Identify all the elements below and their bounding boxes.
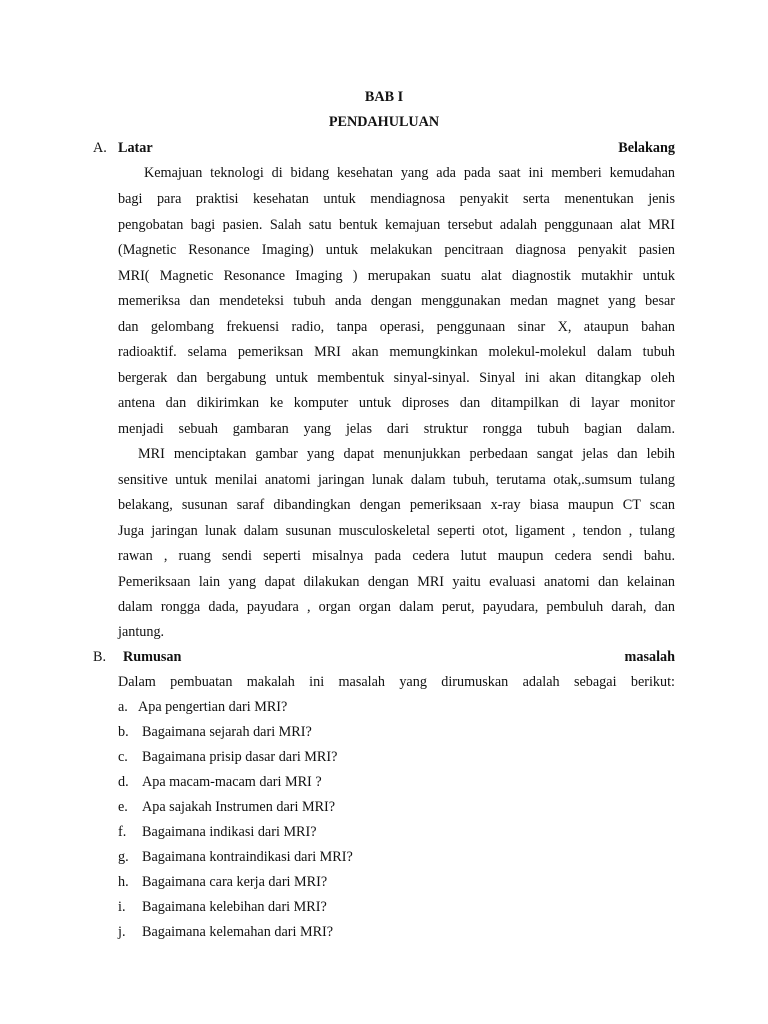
- paragraph-line: menjadi sebuah gambaran yang jelas dari struktur rongga tubuh bagian dalam.: [118, 421, 675, 437]
- list-item-marker: d.: [118, 774, 129, 790]
- list-item: Bagaimana kelebihan dari MRI?: [142, 899, 327, 915]
- section-a-heading: [118, 139, 675, 157]
- list-item: Bagaimana cara kerja dari MRI?: [142, 874, 328, 890]
- list-item-marker: i.: [118, 899, 126, 915]
- chapter-title: BAB I: [364, 89, 404, 105]
- paragraph-line: antena dan dikirimkan ke komputer untuk diproses dan ditampilkan di layar monitor: [118, 395, 675, 411]
- paragraph-line: Kemajuan teknologi di bidang kesehatan yang ada pada saat ini memberi kemudahan: [144, 165, 675, 181]
- list-item-marker: f.: [118, 824, 127, 840]
- paragraph-line: bergerak dan bergabung untuk membentuk sinyal-sinyal. Sinyal ini akan ditangkap oleh: [118, 370, 675, 386]
- section-a-heading-right: Belakang: [618, 140, 675, 156]
- list-item-marker: b.: [118, 724, 129, 740]
- paragraph-line: pengobatan bagi pasien. Salah satu bentuk kemajuan tersebut adalah penggunaan alat MRI: [118, 217, 675, 233]
- list-item: Bagaimana sejarah dari MRI?: [142, 724, 312, 740]
- section-b-heading: [123, 648, 675, 666]
- paragraph-line: dan gelombang frekuensi radio, tanpa operasi, penggunaan sinar X, ataupun bahan: [118, 319, 675, 335]
- list-item-marker: a.: [118, 699, 128, 715]
- list-item-marker: g.: [118, 849, 129, 865]
- paragraph-line: MRI menciptakan gambar yang dapat menunjukkan perbedaan sangat jelas dan lebih: [138, 446, 675, 462]
- list-item-marker: e.: [118, 799, 128, 815]
- paragraph-line: radioaktif. selama pemeriksan MRI akan memungkinkan molekul-molekul dalam tubuh: [118, 344, 675, 360]
- paragraph-line: bagi para praktisi kesehatan untuk mendiagnosa penyakit serta menentukan jenis: [118, 191, 675, 207]
- list-item: Apa pengertian dari MRI?: [138, 699, 288, 715]
- paragraph-line: belakang, susunan saraf dibandingkan dengan pemeriksaan x-ray biasa maupun CT scan: [118, 497, 675, 513]
- paragraph-line: (Magnetic Resonance Imaging) untuk melakukan pencitraan diagnosa penyakit pasien: [118, 242, 675, 258]
- section-b-marker: B.: [93, 649, 107, 665]
- paragraph-line: Pemeriksaan lain yang dapat dilakukan dengan MRI yaitu evaluasi anatomi dan kelainan: [118, 574, 675, 590]
- section-b-heading-right: masalah: [624, 649, 675, 665]
- list-item-marker: h.: [118, 874, 129, 890]
- paragraph-line: MRI( Magnetic Resonance Imaging ) merupakan suatu alat diagnostik mutakhir untuk: [118, 268, 675, 284]
- list-item: Bagaimana indikasi dari MRI?: [142, 824, 317, 840]
- list-item: Bagaimana kelemahan dari MRI?: [142, 924, 334, 940]
- chapter-subtitle: PENDAHULUAN: [328, 114, 440, 130]
- paragraph-line: rawan , ruang sendi seperti misalnya pada cedera lutut maupun cedera sendi bahu.: [118, 548, 675, 564]
- paragraph-line: Juga jaringan lunak dalam susunan musculoskeletal seperti otot, ligament , tendon , tulang: [118, 523, 675, 539]
- list-item: Bagaimana kontraindikasi dari MRI?: [142, 849, 353, 865]
- paragraph-line: jantung.: [118, 624, 165, 640]
- section-a-marker: A.: [93, 140, 107, 156]
- section-b-heading-left: Rumusan: [123, 649, 182, 665]
- paragraph-line: memeriksa dan mendeteksi tubuh anda dengan menggunakan medan magnet yang besar: [118, 293, 675, 309]
- list-item: Apa sajakah Instrumen dari MRI?: [142, 799, 336, 815]
- section-a-heading-left: Latar: [118, 140, 153, 156]
- list-item: Bagaimana prisip dasar dari MRI?: [142, 749, 338, 765]
- paragraph-line: dalam rongga dada, payudara , organ organ dalam perut, payudara, pembuluh darah, dan: [118, 599, 675, 615]
- paragraph-line: sensitive untuk menilai anatomi jaringan lunak dalam tubuh, terutama otak,.sumsum tulang: [118, 472, 675, 488]
- list-item-marker: c.: [118, 749, 128, 765]
- list-item-marker: j.: [118, 924, 126, 940]
- list-item: Apa macam-macam dari MRI ?: [142, 774, 322, 790]
- section-b-intro: Dalam pembuatan makalah ini masalah yang dirumuskan adalah sebagai berikut:: [118, 674, 675, 690]
